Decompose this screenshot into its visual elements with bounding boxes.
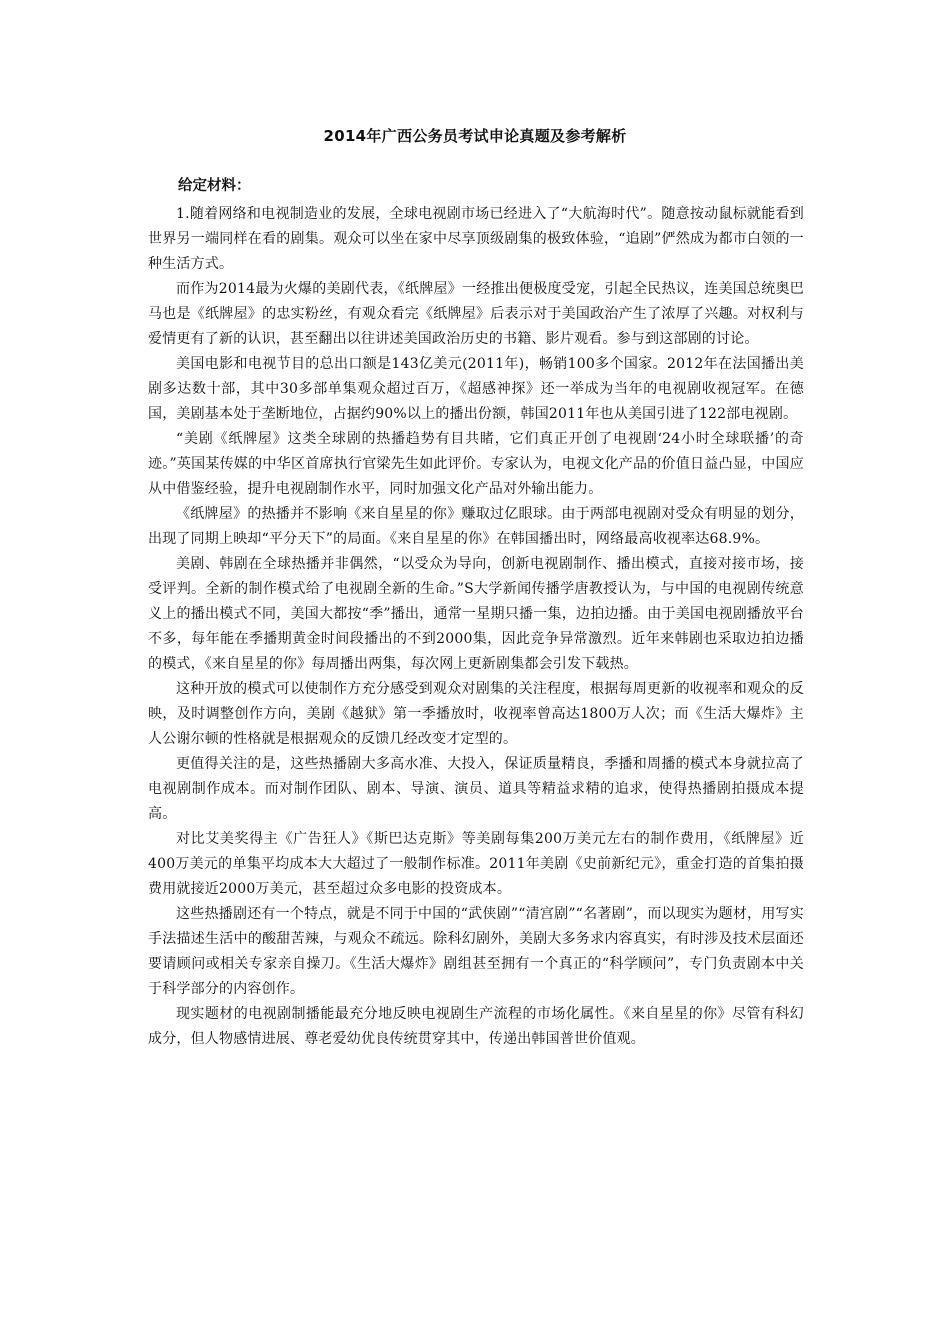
- document-title: 2014年广西公务员考试申论真题及参考解析: [323, 127, 627, 145]
- paragraph: 更值得关注的是，这些热播剧大多高水准、大投入，保证质量精良，季播和周播的模式本身就拉高了电视剧制作成本。而对制作团队、剧本、导演、演员、道具等精益求精的追求，使得热播剧拍摄成本提高。: [148, 756, 804, 822]
- section-label: 给定材料：: [178, 178, 251, 194]
- body-text: [148, 202, 804, 1052]
- paragraph: 美剧、韩剧在全球热播并非偶然，“以受众为导向，创新电视剧制作、播出模式，直接对接市场，接受评判。全新的制作模式给了电视剧全新的生命。”S大学新闻传播学唐教授认为，与中国的电视剧传统意义上的播出模式不同，美国大都按“季”播出，通常一星期只播一集，边拍边播。由于美国电视剧播放平台不多，每年能在季播期黄金时间段播出的不到2000集，因此竞争异常激烈。近年来韩剧也采取边拍边播的模式，《来自星星的你》每周播出两集，每次网上更新剧集都会引发下载热。: [148, 556, 804, 672]
- paragraph: 而作为2014最为火爆的美剧代表，《纸牌屋》一经推出便极度受宠，引起全民热议，连美国总统奥巴马也是《纸牌屋》的忠实粉丝，有观众看完《纸牌屋》后表示对于美国政治产生了浓厚了兴趣。对权利与爱情更有了新的认识，甚至翻出以往讲述美国政治历史的书籍、影片观看。参与到这部剧的讨论。: [148, 281, 804, 347]
- paragraph: 现实题材的电视剧制播能最充分地反映电视剧生产流程的市场化属性。《来自星星的你》尽管有科幻成分，但人物感情进展、尊老爱幼优良传统贯穿其中，传递出韩国普世价值观。: [148, 1006, 804, 1047]
- paragraph: “美剧《纸牌屋》这类全球剧的热播趋势有目共睹，它们真正开创了电视剧‘24小时全球联播’的奇迹。”英国某传媒的中华区首席执行官梁先生如此评价。专家认为，电视文化产品的价值日益凸显，中国应从中借鉴经验，提升电视剧制作水平，同时加强文化产品对外输出能力。: [148, 431, 804, 497]
- paragraph: 1.随着网络和电视制造业的发展，全球电视剧市场已经进入了“大航海时代”。随意按动鼠标就能看到世界另一端同样在看的剧集。观众可以坐在家中尽享顶级剧集的极致体验，“追剧”俨然成为都市白领的一种生活方式。: [148, 206, 804, 272]
- paragraph: 美国电影和电视节目的总出口额是143亿美元(2011年)，畅销100多个国家。2012年在法国播出美剧多达数十部，其中30多部单集观众超过百万，《超感神探》还一举成为当年的电视剧收视冠军。在德国，美剧基本处于垄断地位，占据约90%以上的播出份额，韩国2011年也从美国引进了122部电视剧。: [148, 356, 804, 422]
- paragraph: 这种开放的模式可以使制作方充分感受到观众对剧集的关注程度，根据每周更新的收视率和观众的反映，及时调整创作方向，美剧《越狱》第一季播放时，收视率曾高达1800万人次；而《生活大爆炸》主人公谢尔顿的性格就是根据观众的反馈几经改变才定型的。: [148, 681, 804, 747]
- paragraph: 对比艾美奖得主《广告狂人》《斯巴达克斯》等美剧每集200万美元左右的制作费用，《纸牌屋》近400万美元的单集平均成本大大超过了一般制作标准。2011年美剧《史前新纪元》，重金打造的首集拍摄费用就接近2000万美元，甚至超过众多电影的投资成本。: [148, 831, 804, 897]
- paragraph: 《纸牌屋》的热播并不影响《来自星星的你》赚取过亿眼球。由于两部电视剧对受众有明显的划分，出现了同期上映却“平分天下”的局面。《来自星星的你》在韩国播出时，网络最高收视率达68.9%。: [148, 506, 804, 547]
- paragraph: 这些热播剧还有一个特点，就是不同于中国的“武侠剧”“清宫剧”“名著剧”，而以现实为题材，用写实手法描述生活中的酸甜苦辣，与观众不疏远。除科幻剧外，美剧大多务求内容真实，有时涉及技术层面还要请顾问或相关专家亲自操刀。《生活大爆炸》剧组甚至拥有一个真正的“科学顾问”，专门负责剧本中关于科学部分的内容创作。: [148, 906, 804, 997]
